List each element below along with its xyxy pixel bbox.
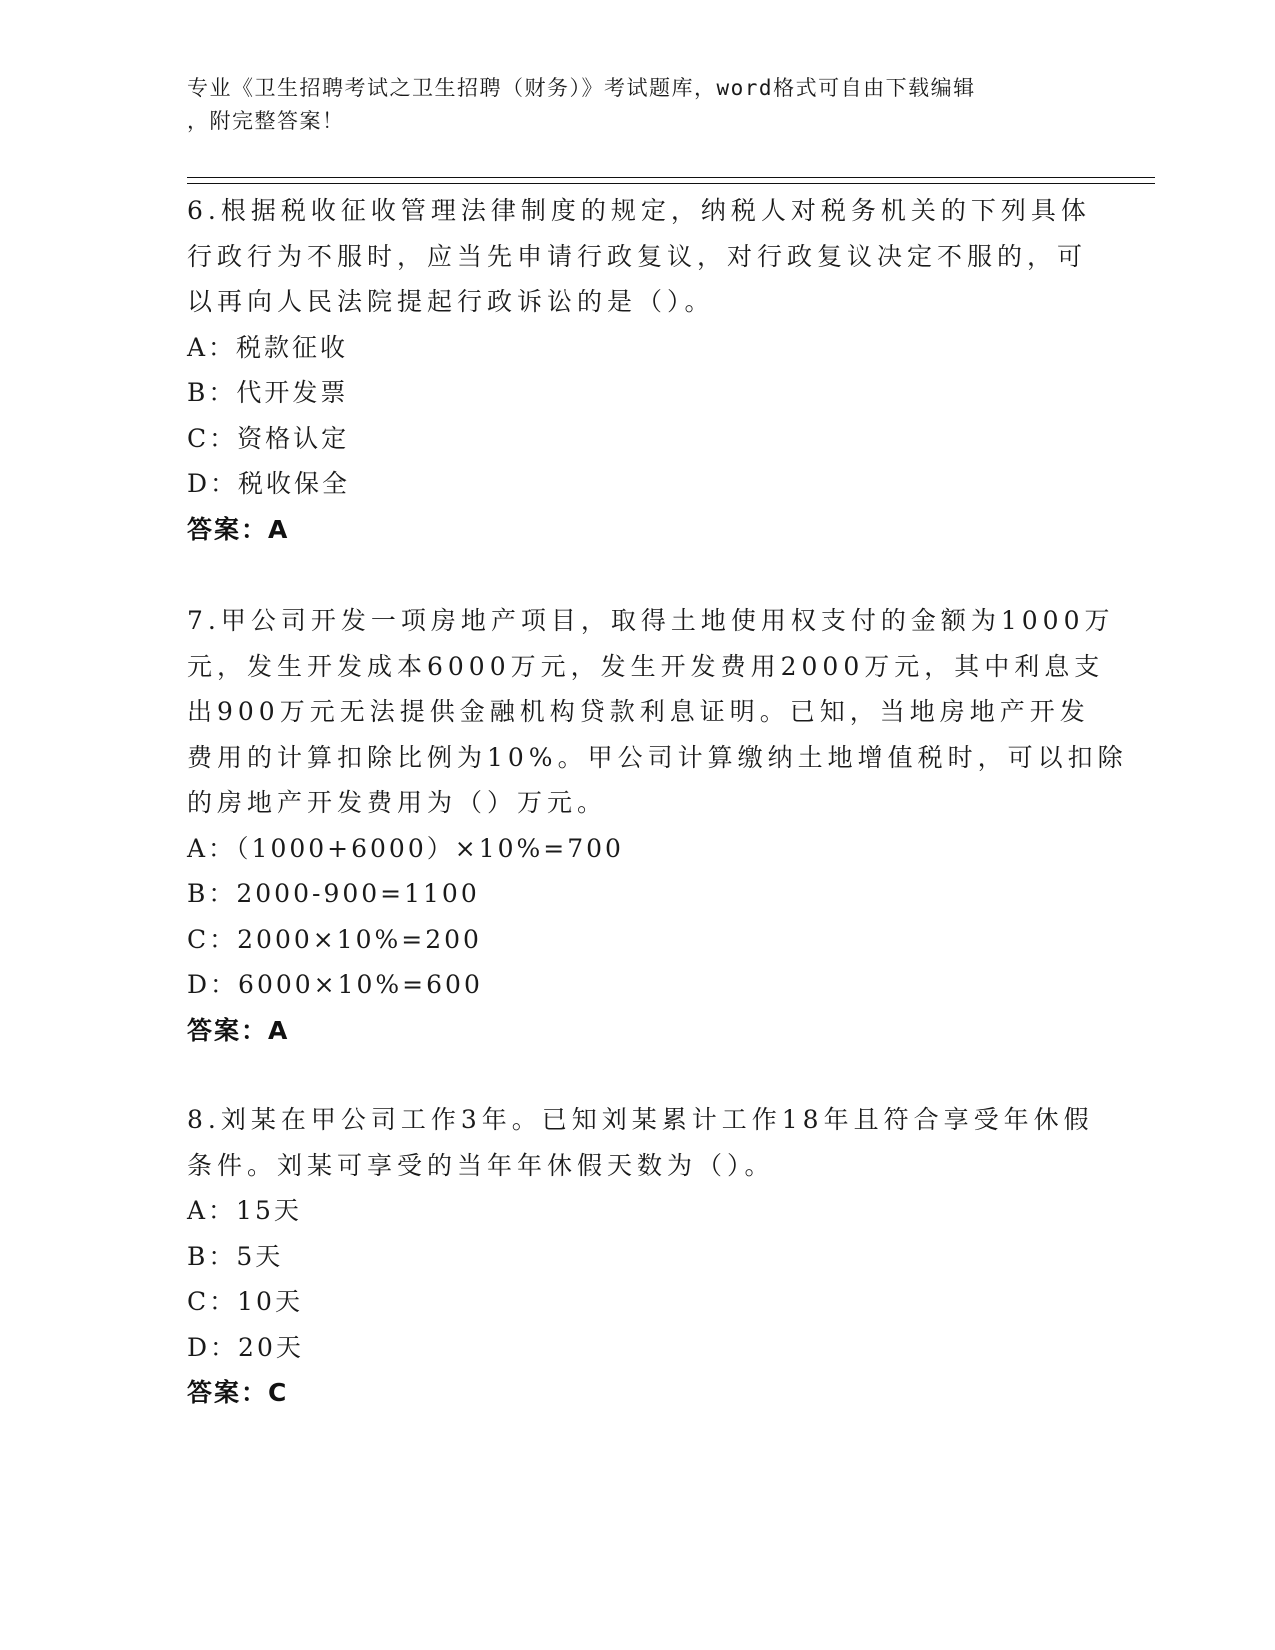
option-c: C：资格认定 — [187, 423, 350, 453]
option-a: A：15天 — [187, 1196, 302, 1225]
option-d: D：20天 — [187, 1332, 304, 1362]
answer-label: 答案：C — [187, 1378, 289, 1407]
question-stem-line: 8.刘某在甲公司工作3年。已知刘某累计工作18年且符合享受年休假 — [187, 1105, 1094, 1134]
option-a: A：（1000+6000）×10%=700 — [187, 833, 624, 863]
option-c: C：2000×10%=200 — [187, 924, 482, 954]
question-stem-line: 行政行为不服时，应当先申请行政复议，对行政复议决定不服的，可 — [187, 241, 1088, 271]
header-line-2: ，附完整答案！ — [187, 109, 345, 133]
question-stem-line: 费用的计算扣除比例为10%。甲公司计算缴纳土地增值税时，可以扣除 — [187, 742, 1128, 772]
option-b: B：5天 — [187, 1241, 284, 1271]
document-header — [187, 72, 1067, 138]
option-d: D：6000×10%=600 — [187, 970, 483, 999]
question-stem-line: 元，发生开发成本6000万元，发生开发费用2000万元，其中利息支 — [187, 651, 1105, 681]
question-stem-line: 出900万元无法提供金融机构贷款利息证明。已知，当地房地产开发 — [187, 697, 1090, 726]
question-stem-line: 以再向人民法院提起行政诉讼的是（）。 — [187, 287, 715, 316]
question-stem-line: 7.甲公司开发一项房地产项目，取得土地使用权支付的金额为1000万 — [187, 606, 1115, 635]
header-divider-top — [187, 177, 1155, 178]
question-stem-line: 条件。刘某可享受的当年年休假天数为（）。 — [187, 1150, 775, 1180]
header-divider-bottom — [187, 183, 1155, 184]
option-b: B：2000-900=1100 — [187, 879, 480, 908]
header-line-1: 专业《卫生招聘考试之卫生招聘（财务）》考试题库，word格式可自由下载编辑 — [187, 76, 976, 100]
question-8 — [187, 1097, 1094, 1416]
question-stem-line: 的房地产开发费用为（）万元。 — [187, 788, 608, 817]
question-stem-line: 6.根据税收征收管理法律制度的规定，纳税人对税务机关的下列具体 — [187, 196, 1091, 225]
option-b: B：代开发票 — [187, 378, 349, 407]
option-d: D：税收保全 — [187, 469, 351, 498]
option-a: A：税款征收 — [187, 332, 349, 362]
question-7 — [187, 598, 1128, 1053]
answer-label: 答案：A — [187, 514, 290, 544]
answer-label: 答案：A — [187, 1015, 290, 1045]
option-c: C：10天 — [187, 1287, 303, 1316]
question-6 — [187, 188, 1091, 552]
